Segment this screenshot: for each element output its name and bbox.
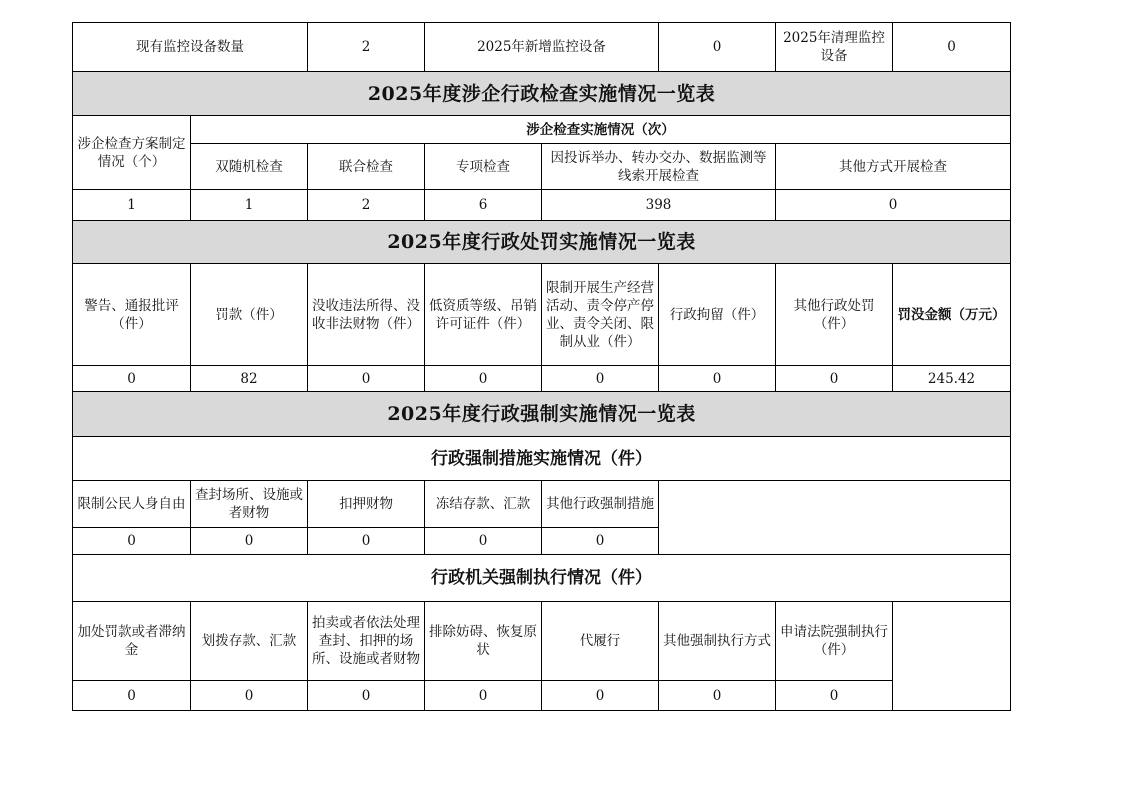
inspection-header-special: 专项检查 (425, 144, 542, 190)
measures-header-row (73, 481, 1011, 528)
penalty-header-warning: 警告、通报批评（件） (73, 264, 191, 366)
execution-header-court: 申请法院强制执行（件） (776, 602, 893, 681)
monitor-existing-label: 现有监控设备数量 (73, 23, 308, 72)
execution-header-late-fee: 加处罚款或者滞纳金 (73, 602, 191, 681)
measures-header-seize: 扣押财物 (308, 481, 425, 528)
penalty-header-row (73, 264, 1011, 366)
penalty-value-license: 0 (425, 366, 542, 392)
inspection-value-joint: 2 (308, 190, 425, 221)
monitor-cleared-label: 2025年清理监控设备 (776, 23, 893, 72)
penalty-title: 2025年度行政处罚实施情况一览表 (73, 221, 1011, 264)
monitor-cleared-value: 0 (893, 23, 1011, 72)
inspection-header-row-2 (73, 144, 1011, 190)
penalty-header-restriction: 限制开展生产经营活动、责令停产停业、责令关闭、限制从业（件） (542, 264, 659, 366)
measures-value-seal: 0 (191, 528, 308, 555)
inspection-value-random: 1 (191, 190, 308, 221)
penalty-header-confiscation: 没收违法所得、没收非法财物（件） (308, 264, 425, 366)
execution-header-auction: 拍卖或者依法处理查封、扣押的场所、设施或者财物 (308, 602, 425, 681)
execution-value-remove: 0 (425, 681, 542, 711)
execution-title-row (73, 555, 1011, 602)
penalty-value-fine: 82 (191, 366, 308, 392)
execution-header-row (73, 602, 1011, 681)
measures-value-personal: 0 (73, 528, 191, 555)
penalty-value-amount: 245.42 (893, 366, 1011, 392)
execution-blank-cell (893, 602, 1011, 711)
measures-title-row (73, 437, 1011, 481)
penalty-value-restriction: 0 (542, 366, 659, 392)
penalty-header-other: 其他行政处罚（件） (776, 264, 893, 366)
execution-header-substitute: 代履行 (542, 602, 659, 681)
measures-header-other: 其他行政强制措施 (542, 481, 659, 528)
measures-value-freeze: 0 (425, 528, 542, 555)
execution-value-court: 0 (776, 681, 893, 711)
penalty-value-confiscation: 0 (308, 366, 425, 392)
inspection-value-special: 6 (425, 190, 542, 221)
monitor-added-value: 0 (659, 23, 776, 72)
penalty-header-detention: 行政拘留（件） (659, 264, 776, 366)
measures-value-other: 0 (542, 528, 659, 555)
inspection-header-row-1 (73, 116, 1011, 144)
inspection-header-lead: 因投诉举办、转办交办、数据监测等线索开展检查 (542, 144, 776, 190)
measures-header-freeze: 冻结存款、汇款 (425, 481, 542, 528)
inspection-value-row (73, 190, 1011, 221)
monitor-added-label: 2025年新增监控设备 (425, 23, 659, 72)
inspection-value-other: 0 (776, 190, 1011, 221)
penalty-title-row (73, 221, 1011, 264)
penalty-header-license: 低资质等级、吊销许可证件（件） (425, 264, 542, 366)
penalty-value-detention: 0 (659, 366, 776, 392)
execution-value-row (73, 681, 1011, 711)
measures-title: 行政强制措施实施情况（件） (73, 437, 1011, 481)
execution-value-transfer: 0 (191, 681, 308, 711)
measures-header-seal: 查封场所、设施或者财物 (191, 481, 308, 528)
stats-table (72, 22, 1011, 711)
inspection-header-other: 其他方式开展检查 (776, 144, 1011, 190)
execution-value-late-fee: 0 (73, 681, 191, 711)
inspection-header-random: 双随机检查 (191, 144, 308, 190)
monitor-existing-value: 2 (308, 23, 425, 72)
execution-title: 行政机关强制执行情况（件） (73, 555, 1011, 602)
inspection-title: 2025年度涉企行政检查实施情况一览表 (73, 72, 1011, 116)
measures-value-seize: 0 (308, 528, 425, 555)
execution-header-remove: 排除妨碍、恢复原状 (425, 602, 542, 681)
measures-blank-cell (659, 481, 1011, 555)
execution-header-transfer: 划拨存款、汇款 (191, 602, 308, 681)
penalty-value-warning: 0 (73, 366, 191, 392)
inspection-header-joint: 联合检查 (308, 144, 425, 190)
enforcement-title-row (73, 392, 1011, 437)
inspection-value-lead: 398 (542, 190, 776, 221)
penalty-value-other: 0 (776, 366, 893, 392)
penalty-value-row (73, 366, 1011, 392)
inspection-title-row (73, 72, 1011, 116)
execution-value-substitute: 0 (542, 681, 659, 711)
execution-value-other: 0 (659, 681, 776, 711)
inspection-value-plan: 1 (73, 190, 191, 221)
measures-header-personal: 限制公民人身自由 (73, 481, 191, 528)
monitor-row (73, 23, 1011, 72)
enforcement-title: 2025年度行政强制实施情况一览表 (73, 392, 1011, 437)
penalty-header-fine: 罚款（件） (191, 264, 308, 366)
execution-header-other: 其他强制执行方式 (659, 602, 776, 681)
penalty-header-amount: 罚没金额（万元） (893, 264, 1011, 366)
execution-value-auction: 0 (308, 681, 425, 711)
inspection-plan-label: 涉企检查方案制定情况（个） (73, 116, 191, 190)
inspection-impl-label: 涉企检查实施情况（次） (191, 116, 1011, 144)
